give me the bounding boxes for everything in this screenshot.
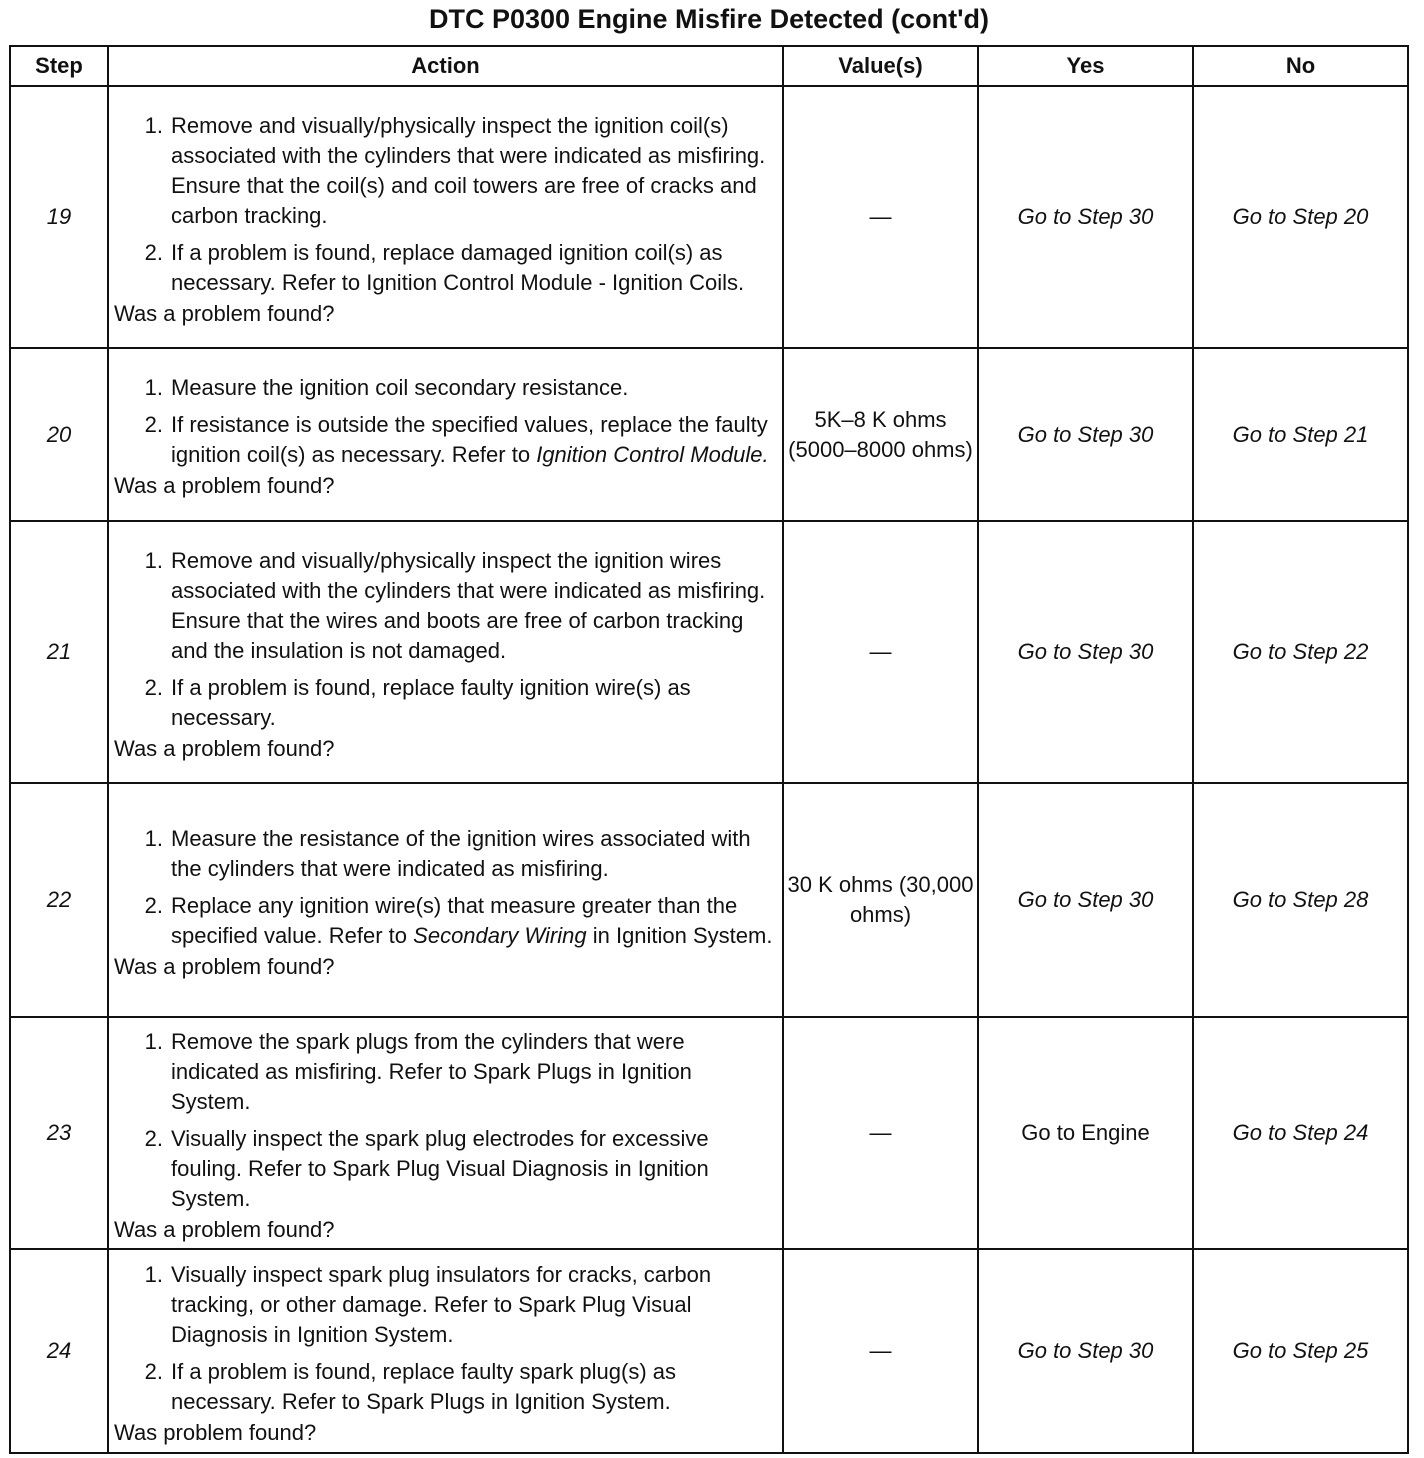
list-item: 2. Visually inspect the spark plug electrodes for excessive fouling. Refer to Spark Plug Visual Diagnosis in Ignition System. xyxy=(144,1125,709,1211)
question-text: Was a problem found? xyxy=(114,473,335,498)
value-cell: — xyxy=(783,1249,978,1453)
no-cell: Go to Step 20 xyxy=(1193,86,1408,348)
list-item: 1. Remove and visually/physically inspect the ignition coil(s) associated with the cylinders that were indicated as misfiring. Ensure that the coil(s) and coil towers are free of cracks and carbon tracking. xyxy=(144,112,766,228)
yes-cell: Go to Step 30 xyxy=(978,86,1193,348)
list-item: 1. Measure the resistance of the ignition wires associated with the cylinders that were indicated as misfiring. xyxy=(144,825,751,881)
question-text: Was a problem found? xyxy=(114,953,335,979)
no-cell: Go to Step 25 xyxy=(1193,1249,1408,1453)
action-list xyxy=(109,111,774,300)
yes-cell: Go to Step 30 xyxy=(978,348,1193,521)
action-list xyxy=(109,824,774,953)
value-cell: — xyxy=(783,521,978,783)
list-item: 2. Replace any ignition wire(s) that measure greater than the specified value. Refer to Secondary Wiring in Ignition System. xyxy=(144,892,773,948)
step-number: 23 xyxy=(10,1017,108,1249)
list-item: 2. If a problem is found, replace faulty spark plug(s) as necessary. Refer to Spark Plugs in Ignition System. xyxy=(144,1358,677,1414)
list-item: 1. Visually inspect spark plug insulators for cracks, carbon tracking, or other damage. Refer to Spark Plug Visual Diagnosis in Ignition System. xyxy=(144,1261,712,1347)
yes-cell: Go to Step 30 xyxy=(978,521,1193,783)
reference-link: Ignition Control Module. xyxy=(536,442,769,467)
header-no: No xyxy=(1193,46,1408,86)
question-text: Was a problem found? xyxy=(114,735,335,761)
no-cell: Go to Step 28 xyxy=(1193,783,1408,1017)
action-cell xyxy=(108,348,783,521)
question-text: Was a problem found? xyxy=(114,300,335,326)
list-item: 1. Remove and visually/physically inspect the ignition wires associated with the cylinders that were indicated as misfiring. Ensure that the wires and boots are free of carbon tracking and the insulation is not damaged. xyxy=(144,547,766,663)
header-values: Value(s) xyxy=(783,46,978,86)
list-item: 2. If a problem is found, replace faulty ignition wire(s) as necessary. xyxy=(144,674,691,730)
list-item: 1. Remove the spark plugs from the cylinders that were indicated as misfiring. Refer to Spark Plugs in Ignition System. xyxy=(144,1028,692,1114)
value-cell: 30 K ohms (30,000 ohms) xyxy=(783,783,978,1017)
step-number: 20 xyxy=(10,348,108,521)
value-cell: — xyxy=(783,1017,978,1249)
page-title: DTC P0300 Engine Misfire Detected (cont'd) xyxy=(428,4,990,34)
header-action: Action xyxy=(108,46,783,86)
list-item: 2. If a problem is found, replace damaged ignition coil(s) as necessary. Refer to Ignition Control Module - Ignition Coils. xyxy=(144,239,745,295)
diagnostic-table xyxy=(9,45,1409,1454)
action-cell xyxy=(108,521,783,783)
header-yes: Yes xyxy=(978,46,1193,86)
table-row xyxy=(10,521,1408,783)
action-cell xyxy=(108,1017,783,1249)
step-number: 24 xyxy=(10,1249,108,1453)
yes-cell: Go to Step 30 xyxy=(978,1249,1193,1453)
action-list xyxy=(109,373,774,472)
question-text: Was a problem found? xyxy=(114,1216,335,1242)
yes-cell: Go to Step 30 xyxy=(978,783,1193,1017)
header-step: Step xyxy=(10,46,108,86)
yes-cell: Go to Engine xyxy=(978,1017,1193,1249)
no-cell: Go to Step 24 xyxy=(1193,1017,1408,1249)
step-number: 22 xyxy=(10,783,108,1017)
reference-link: Secondary Wiring xyxy=(413,922,587,948)
header-row xyxy=(10,46,1408,86)
value-cell: — xyxy=(783,86,978,348)
step-number: 19 xyxy=(10,86,108,348)
table-row xyxy=(10,1017,1408,1249)
action-cell xyxy=(108,783,783,1017)
question-text: Was problem found? xyxy=(114,1419,317,1445)
action-list xyxy=(109,546,774,735)
action-list xyxy=(109,1027,774,1216)
action-list xyxy=(109,1260,774,1419)
table-row xyxy=(10,86,1408,348)
no-cell: Go to Step 21 xyxy=(1193,348,1408,521)
no-cell: Go to Step 22 xyxy=(1193,521,1408,783)
value-cell: 5K–8 K ohms (5000–8000 ohms) xyxy=(783,348,978,521)
action-cell xyxy=(108,86,783,348)
table-row xyxy=(10,348,1408,521)
action-cell xyxy=(108,1249,783,1453)
table-row xyxy=(10,783,1408,1017)
table-row xyxy=(10,1249,1408,1453)
list-item: 1. Measure the ignition coil secondary resistance. xyxy=(144,375,629,400)
step-number: 21 xyxy=(10,521,108,783)
list-item: 2. If resistance is outside the specified values, replace the faulty ignition coil(s) as necessary. Refer to Ignition Control Module. xyxy=(144,412,769,467)
